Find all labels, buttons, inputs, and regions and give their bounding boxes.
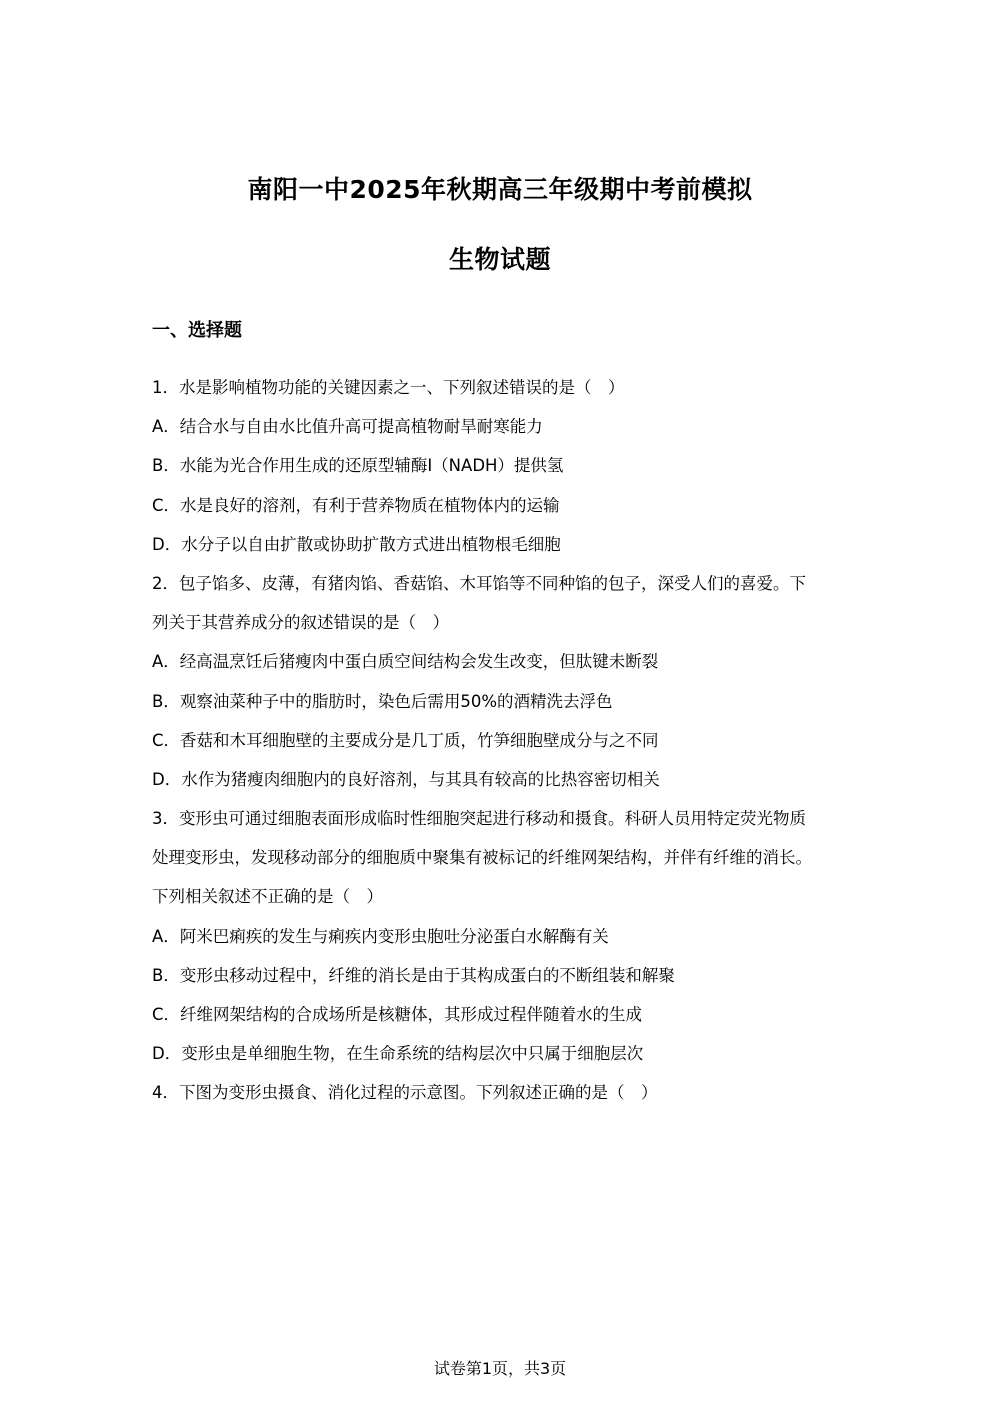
question-stem-line: 下列相关叙述不正确的是（ ） (152, 887, 383, 907)
exam-subject: 生物试题 (448, 245, 551, 274)
question-stem-line: 列关于其营养成分的叙述错误的是（ ） (152, 613, 449, 633)
option-d: D．变形虫是单细胞生物，在生命系统的结构层次中只属于细胞层次 (152, 1044, 644, 1064)
question-3 (152, 799, 852, 1073)
option-d: D．水作为猪瘦肉细胞内的良好溶剂，与其具有较高的比热容密切相关 (152, 769, 660, 789)
option-a: A．阿米巴痢疾的发生与痢疾内变形虫胞吐分泌蛋白水解酶有关 (152, 926, 609, 946)
option-c: C．纤维网架结构的合成场所是核糖体，其形成过程伴随着水的生成 (152, 1005, 643, 1024)
page-footer: 试卷第1页，共3页 (433, 1359, 567, 1378)
question-4 (152, 1073, 852, 1112)
exam-title: 南阳一中2025年秋期高三年级期中考前模拟 (247, 175, 753, 204)
option-b: B．观察油菜种子中的脂肪时，染色后需用50%的酒精洗去浮色 (152, 691, 613, 711)
option-c: C．水是良好的溶剂，有利于营养物质在植物体内的运输 (152, 495, 560, 515)
question-stem-line: 1．水是影响植物功能的关键因素之一、下列叙述错误的是（ ） (152, 378, 625, 397)
question-list (152, 368, 852, 1113)
question-stem-line: 处理变形虫，发现移动部分的细胞质中聚集有被标记的纤维网架结构，并伴有纤维的消长。 (152, 848, 812, 868)
question-stem-line: 4．下图为变形虫摄食、消化过程的示意图。下列叙述正确的是（ ） (152, 1083, 658, 1103)
option-b: B．变形虫移动过程中，纤维的消长是由于其构成蛋白的不断组装和解聚 (152, 965, 675, 985)
question-stem-line: 3．变形虫可通过细胞表面形成临时性细胞突起进行移动和摄食。科研人员用特定荧光物质 (152, 809, 806, 829)
option-a: A．经高温烹饪后猪瘦肉中蛋白质空间结构会发生改变，但肽键未断裂 (152, 652, 659, 672)
option-d: D．水分子以自由扩散或协助扩散方式进出植物根毛细胞 (152, 534, 561, 554)
section-heading: 一、选择题 (152, 320, 242, 341)
question-2 (152, 564, 852, 799)
option-c: C．香菇和木耳细胞壁的主要成分是几丁质，竹笋细胞壁成分与之不同 (152, 730, 659, 750)
question-1 (152, 368, 852, 564)
option-a: A．结合水与自由水比值升高可提高植物耐旱耐寒能力 (152, 417, 543, 437)
question-stem-line: 2．包子馅多、皮薄，有猪肉馅、香菇馅、木耳馅等不同种馅的包子，深受人们的喜爱。下 (152, 573, 806, 593)
option-b: B．水能为光合作用生成的还原型辅酶Ⅰ（NADH）提供氢 (152, 456, 564, 476)
